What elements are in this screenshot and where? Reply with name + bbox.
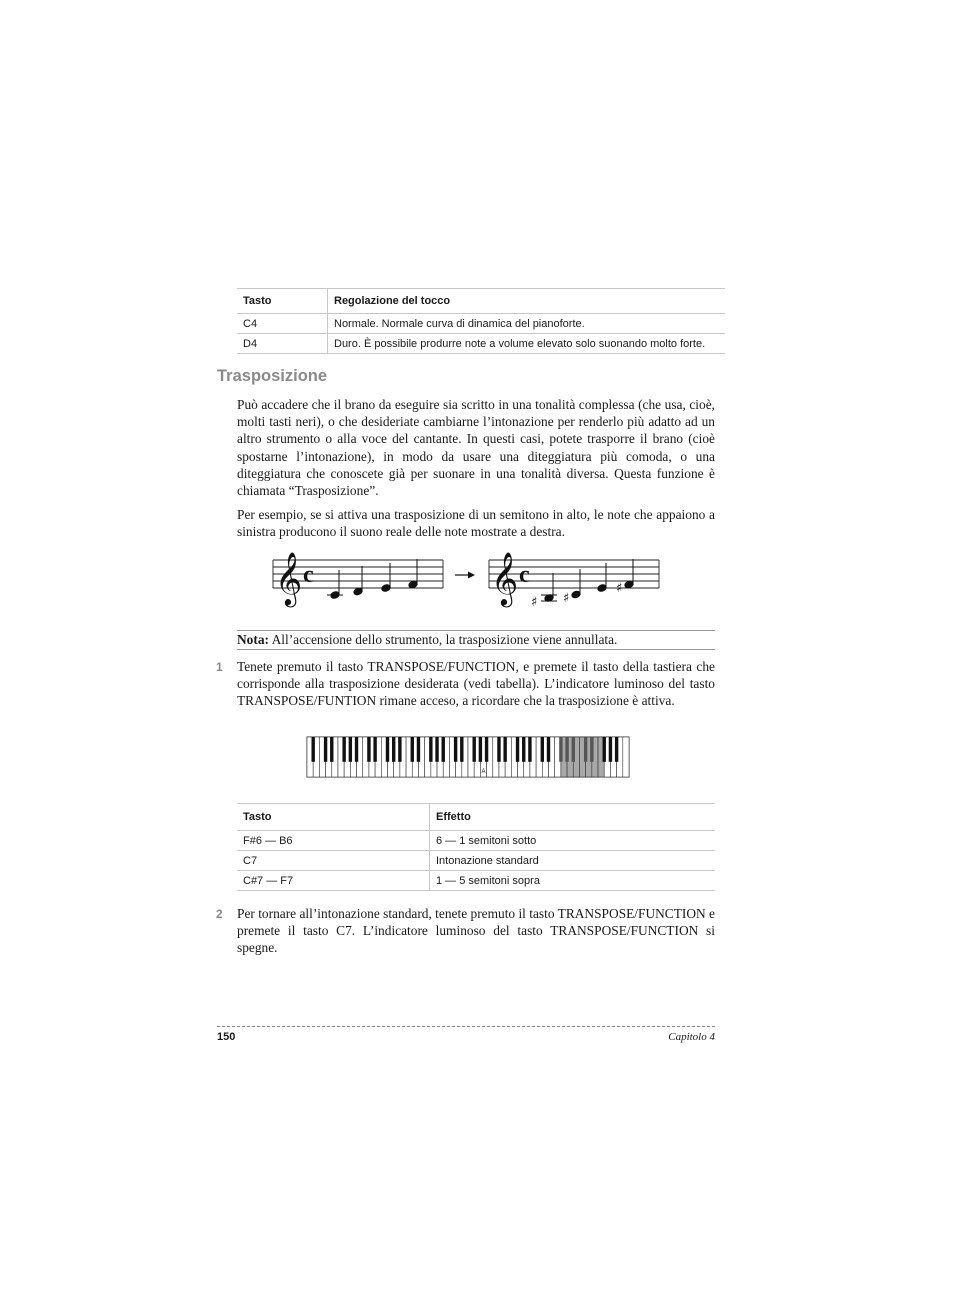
table-row [237, 871, 715, 891]
table-cell: Duro. È possibile produrre note a volume elevato solo suonando molto forte. [328, 334, 726, 354]
chapter-label: Capitolo 4 [668, 1031, 715, 1043]
table-row [237, 334, 725, 354]
black-key [454, 737, 457, 762]
sharp-icon: ♯ [531, 595, 538, 610]
sharp-icon: ♯ [616, 581, 623, 596]
middle-key-marker: A [481, 769, 486, 775]
table-cell: Normale. Normale curva di dinamica del pianoforte. [328, 314, 726, 334]
black-key [373, 737, 376, 762]
black-key [559, 737, 562, 762]
black-key [355, 737, 358, 762]
black-key [615, 737, 618, 762]
black-key [386, 737, 389, 762]
music-notation-figure [265, 548, 675, 614]
treble-clef-icon: 𝄞 [491, 551, 519, 605]
notes-left [327, 559, 418, 599]
table-header: Tasto [237, 804, 430, 831]
table-cell: C7 [237, 851, 430, 871]
black-key [485, 737, 488, 762]
black-key [417, 737, 420, 762]
table-header: Effetto [430, 804, 716, 831]
black-key [565, 737, 568, 762]
paragraph: Per esempio, se si attiva una trasposizione di un semitono in alto, le note che appaiono a sinistra producono il suono reale delle note mostrate a destra. [237, 507, 715, 540]
black-key [528, 737, 531, 762]
keyboard-diagram [306, 736, 630, 778]
table-cell: F#6 — B6 [237, 831, 430, 851]
note-label: Nota: [237, 632, 269, 647]
treble-clef-icon: 𝄞 [275, 551, 303, 605]
black-key [460, 737, 463, 762]
black-key [311, 737, 314, 762]
black-key [590, 737, 593, 762]
note-text: All’accensione dello strumento, la trasposizione viene annullata. [268, 632, 618, 647]
black-key [572, 737, 575, 762]
black-key [522, 737, 525, 762]
step-text: Per tornare all’intonazione standard, tenete premuto il tasto TRANSPOSE/FUNCTION e premete il tasto C7. L’indicatore luminoso del tasto TRANSPOSE/FUNCTION si spegne. [237, 906, 716, 956]
black-key [349, 737, 352, 762]
table-cell: Intonazione standard [430, 851, 716, 871]
black-key [584, 737, 587, 762]
black-key [503, 737, 506, 762]
black-key [547, 737, 550, 762]
section-title: Trasposizione [217, 367, 328, 385]
black-key [603, 737, 606, 762]
table-header: Regolazione del tocco [328, 289, 726, 314]
black-key [342, 737, 345, 762]
note-box [237, 630, 715, 650]
black-key [435, 737, 438, 762]
sharp-icon: ♯ [563, 591, 570, 606]
black-key [541, 737, 544, 762]
white-key [623, 737, 629, 777]
time-signature: c [519, 562, 530, 588]
table-header: Tasto [237, 289, 328, 314]
table-row [237, 314, 725, 334]
table-cell: D4 [237, 334, 328, 354]
black-key [367, 737, 370, 762]
step-text: Tenete premuto il tasto TRANSPOSE/FUNCTION, e premete il tasto della tastiera che corrisponde alla trasposizione desiderata (vedi tabella). L’indicatore luminoso del tasto TRANSPOSE/FUNTION rimane acceso, a ricordare che la trasposizione è attiva. [237, 659, 715, 709]
touch-table [237, 288, 725, 354]
black-key [479, 737, 482, 762]
step-number: 2 [216, 907, 223, 921]
black-key [497, 737, 500, 762]
table-row [237, 831, 715, 851]
black-key [516, 737, 519, 762]
black-key [398, 737, 401, 762]
black-key [411, 737, 414, 762]
time-signature: c [303, 562, 314, 588]
table-cell: C#7 — F7 [237, 871, 430, 891]
black-key [472, 737, 475, 762]
footer-divider [217, 1026, 715, 1027]
paragraph: Può accadere che il brano da eseguire sia scritto in una tonalità complessa (che usa, cioè, molti tasti neri), o che desideriate cambiarne l’intonazione per renderlo più adatto ad un altro strumento o alla voce del cantante. In questi casi, potete trasporre il brano (cioè spostarne l’intonazione), in modo da usare una diteggiatura più comoda, o una diteggiatura che conoscete già per suonare in una tonalità diversa. Questa funzione è chiamata “Trasposizione”. [237, 397, 715, 499]
black-key [330, 737, 333, 762]
table-cell: 1 — 5 semitoni sopra [430, 871, 716, 891]
table-cell: 6 — 1 semitoni sotto [430, 831, 716, 851]
transpose-table [237, 803, 715, 891]
black-key [324, 737, 327, 762]
black-key [392, 737, 395, 762]
page-number: 150 [217, 1031, 236, 1043]
step-number: 1 [216, 660, 223, 674]
black-key [429, 737, 432, 762]
table-cell: C4 [237, 314, 328, 334]
arrow-right-icon [455, 572, 475, 579]
black-key [442, 737, 445, 762]
table-row [237, 851, 715, 871]
black-key [609, 737, 612, 762]
